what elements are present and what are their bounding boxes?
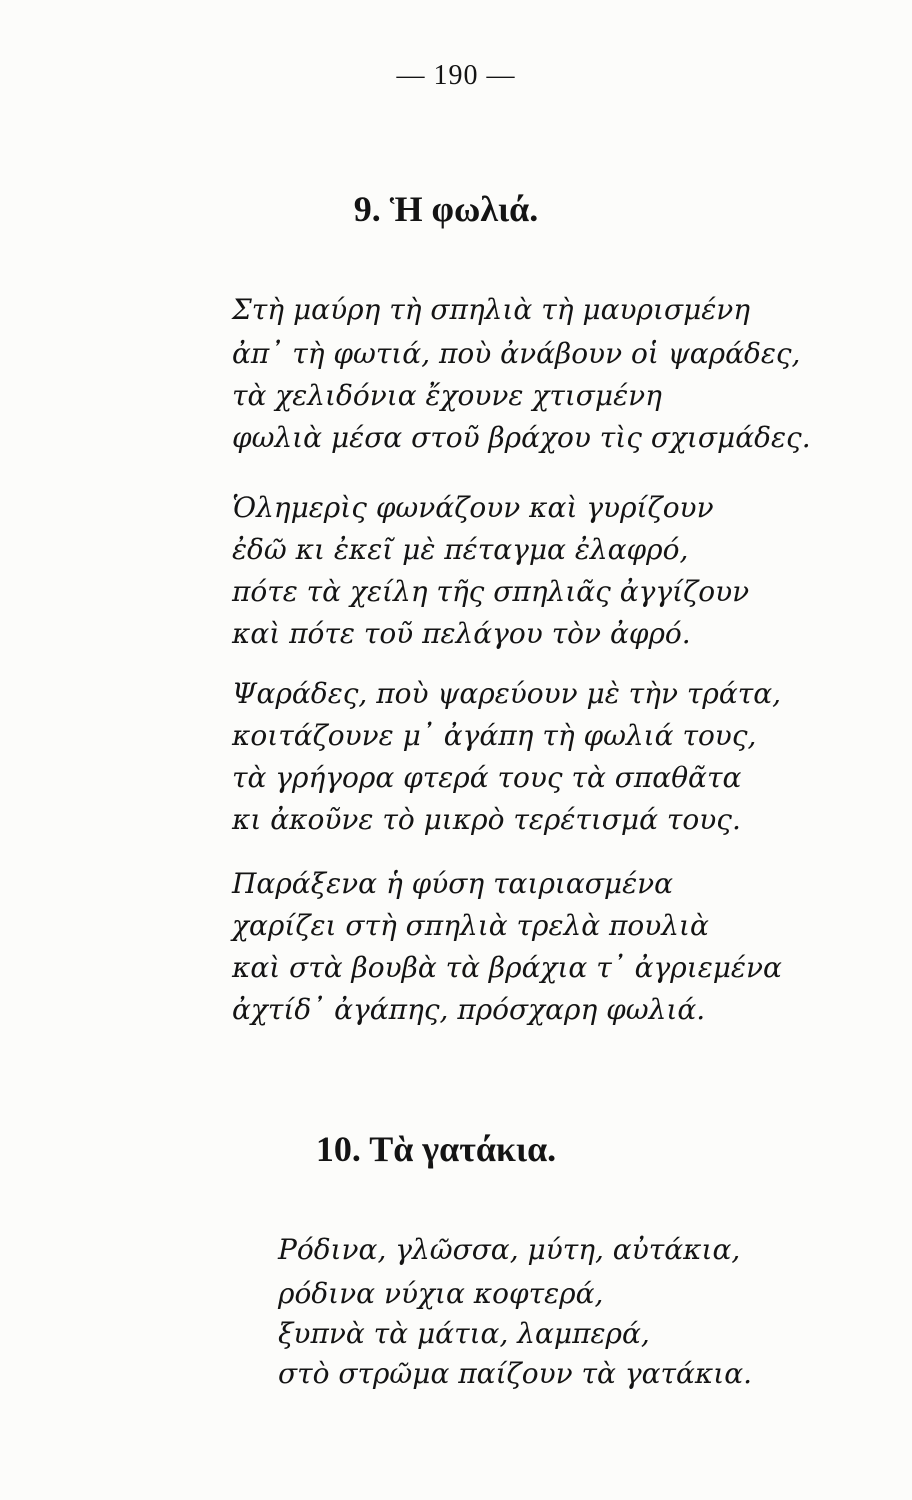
poem-line: ξυπνὰ τὰ μάτια, λαμπερά, bbox=[278, 1317, 650, 1350]
poem-line: φωλιὰ μέσα στοῦ βράχου τὶς σχισμάδες. bbox=[232, 421, 811, 454]
poem-line: κοιτάζουνε μ᾿ ἀγάπη τὴ φωλιά τους, bbox=[232, 719, 757, 752]
poem-line: καὶ πότε τοῦ πελάγου τὸν ἀφρό. bbox=[232, 617, 691, 650]
poem-line: ἐδῶ κι ἐκεῖ μὲ πέταγμα ἐλαφρό, bbox=[232, 533, 689, 566]
poem-line: Στὴ μαύρη τὴ σπηλιὰ τὴ μαυρισμένη bbox=[232, 293, 751, 326]
poem-line: ἀχτίδ᾿ ἀγάπης, πρόσχαρη φωλιά. bbox=[232, 993, 706, 1026]
poem-title: 10. Τὰ γατάκια. bbox=[315, 1129, 557, 1169]
poem-line: πότε τὰ χείλη τῆς σπηλιᾶς ἀγγίζουν bbox=[232, 575, 750, 608]
poem-line: Ψαράδες, ποὺ ψαρεύουν μὲ τὴν τράτα, bbox=[232, 677, 782, 710]
poem-line: Παράξενα ἡ φύση ταιριασμένα bbox=[232, 867, 674, 900]
poem-line: χαρίζει στὴ σπηλιὰ τρελὰ πουλιὰ bbox=[232, 909, 709, 942]
poem-line: στὸ στρῶμα παίζουν τὰ γατάκια. bbox=[278, 1357, 753, 1390]
poem-line: τὰ γρήγορα φτερά τους τὰ σπαθᾶτα bbox=[232, 761, 742, 794]
poem-line: καὶ στὰ βουβὰ τὰ βράχια τ᾿ ἀγριεμένα bbox=[232, 951, 782, 984]
poem-title: 9. Ἡ φωλιά. bbox=[353, 189, 539, 229]
page-number: — 190 — bbox=[396, 60, 516, 91]
poem-line: τὰ χελιδόνια ἔχουνε χτισμένη bbox=[232, 379, 662, 412]
poem-line: Ρόδινα, γλῶσσα, μύτη, αὐτάκια, bbox=[278, 1233, 741, 1266]
poem-line: ἀπ᾿ τὴ φωτιά, ποὺ ἀνάβουν οἱ ψαράδες, bbox=[232, 337, 801, 370]
poem-line: Ὁλημερὶς φωνάζουν καὶ γυρίζουν bbox=[232, 491, 714, 524]
poem-line: κι ἀκοῦνε τὸ μικρὸ τερέτισμά τους. bbox=[232, 803, 741, 836]
poem-line: ρόδινα νύχια κοφτερά, bbox=[278, 1277, 604, 1310]
